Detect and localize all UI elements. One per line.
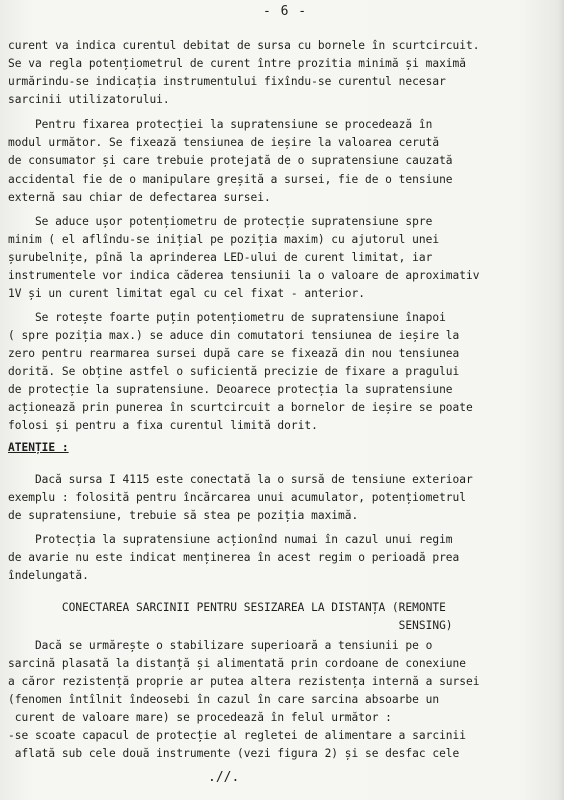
text-line: exemplu : folosită pentru încărcarea unui acumulator, potențiometrul [8, 491, 467, 504]
text-line: folosi și pentru a fixa curentul limită dorit. [8, 419, 318, 432]
text-line: Protecția la supratensiune acționînd numai în cazul unui regim [8, 533, 453, 546]
section-title-continuation: SENSING) [8, 619, 453, 632]
text-line: zero pentru rearmarea sursei după care se fixează din nou tensiunea [8, 347, 460, 360]
page-number: - 6 - [263, 4, 308, 19]
text-line: sarcină plasată la distanță și alimentată prin cordoane de conexiune [8, 657, 467, 670]
text-line: a căror rezistență proprie ar putea altera rezistența internă a sursei [8, 675, 480, 688]
page-edge-shadow [558, 0, 564, 800]
text-line: acționează prin punerea în scurtcircuit a bornelor de ieșire se poate [8, 401, 473, 414]
text-line: modul următor. Se fixează tensiunea de ieșire la valoarea cerută [8, 136, 440, 149]
continuation-mark: .//. [208, 770, 240, 785]
text-line: aflată sub cele două instrumente (vezi figura 2) și se desfac cele [8, 747, 460, 760]
text-line: -se scoate capacul de protecție al regletei de alimentare a sarcinii [8, 729, 467, 742]
text-line: Se va regla potențiometrul de curent între prozitia minimă și maximă [8, 57, 467, 70]
text-line: 1V și un curent limitat egal cu cel fixat - anterior. [8, 287, 365, 300]
text-line: ( spre poziția max.) se aduce din comutatori tensiunea de ieșire la [8, 329, 460, 342]
text-line: Dacă se urmărește o stabilizare superioară a tensiunii pe o [8, 639, 433, 652]
text-line: Dacă sursa I 4115 este conectată la o sursă de tensiune exterioar [8, 473, 473, 486]
text-line: instrumentele vor indica căderea tensiunii la o valoare de aproximativ [8, 269, 480, 282]
attention-heading: ATENȚIE : [8, 441, 69, 454]
text-line: curent de valoare mare) se procedează în felul următor : [8, 711, 392, 724]
text-line: (fenomen întîlnit îndeosebi în cazul în care sarcina absoarbe un [8, 693, 440, 706]
text-line: Se aduce ușor potențiometru de protecție supratensiune spre [8, 215, 433, 228]
text-line: minim ( el aflîndu-se inițial pe poziția maxim) cu ajutorul unei [8, 233, 440, 246]
text-line: șurubelnițe, pînă la aprinderea LED-ului de curent limitat, iar [8, 251, 433, 264]
text-line: de supratensiune, trebuie să stea pe poziția maximă. [8, 509, 359, 522]
text-line: de protecție la supratensiune. Deoarece protecția la supratensiune [8, 383, 453, 396]
text-line: Se rotește foarte puțin potențiometru de supratensiune înapoi [8, 311, 446, 324]
text-line: accidental fie de o manipulare greșită a sursei, fie de o tensiune [8, 173, 453, 186]
text-line: îndelungată. [8, 569, 89, 582]
text-line: Pentru fixarea protecției la supratensiune se procedează în [8, 118, 433, 131]
text-line: sarcinii utilizatorului. [8, 93, 170, 106]
text-line: curent va indica curentul debitat de sursa cu bornele în scurtcircuit. [8, 39, 480, 52]
text-line: de consumator și care trebuie protejată de o supratensiune cauzată [8, 154, 453, 167]
text-line: urmărindu-se indicația instrumentului fixîndu-se curentul necesar [8, 75, 446, 88]
text-line: dorită. Se obține astfel o suficientă precizie de fixare a pragului [8, 365, 460, 378]
section-title: CONECTAREA SARCINII PENTRU SESIZAREA LA DISTANȚA (REMONTE [8, 601, 446, 614]
text-line: de avarie nu este indicat menținerea în acest regim o perioadă prea [8, 551, 460, 564]
text-line: externă sau chiar de defectarea sursei. [8, 191, 271, 204]
